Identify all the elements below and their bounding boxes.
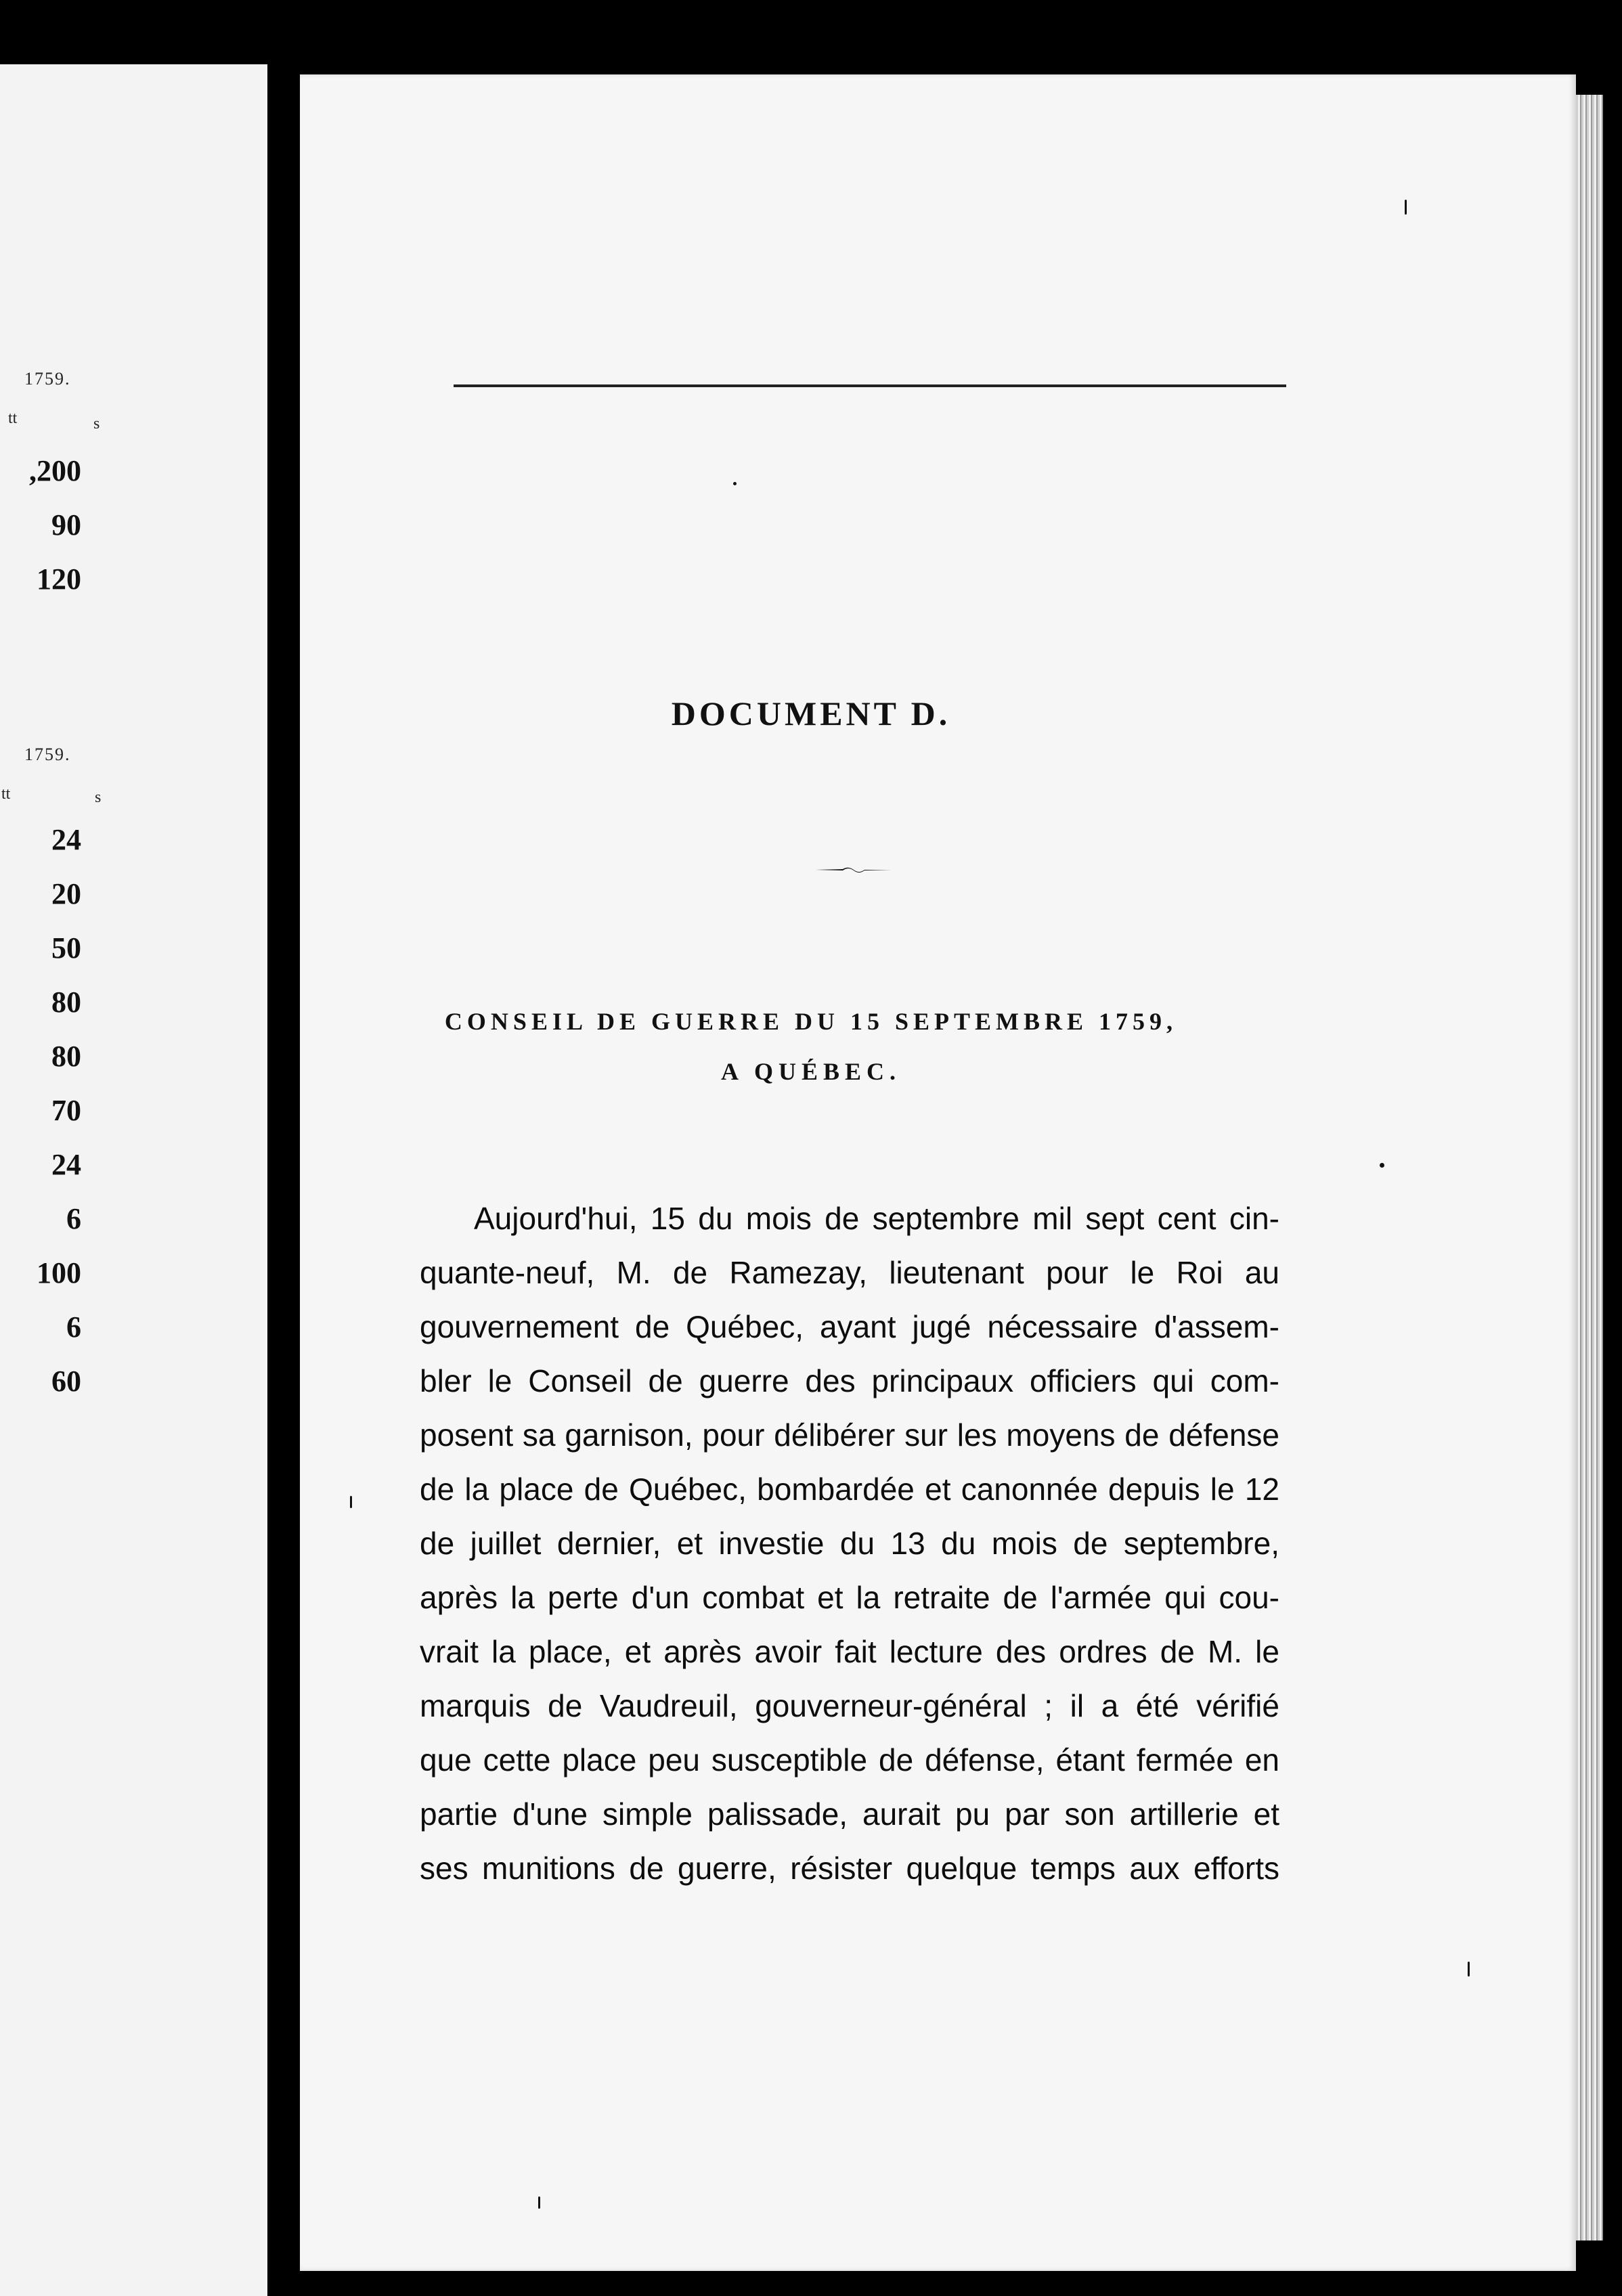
left-value: 120 xyxy=(37,562,81,596)
ornament-divider-icon xyxy=(816,865,892,875)
document-title: DOCUMENT D. xyxy=(671,694,951,732)
header-rule xyxy=(454,384,1286,387)
left-unit-sols-1: s xyxy=(93,415,100,433)
scan-speck xyxy=(1380,1163,1384,1168)
left-year-2: 1759. xyxy=(24,745,71,764)
body-line: marquis de Vaudreuil, gouverneur-général ; il a été vérifié xyxy=(420,1688,1279,1723)
left-value: 100 xyxy=(37,1256,81,1289)
left-year-1: 1759. xyxy=(24,369,71,389)
document-subtitle-location: A QUÉBEC. xyxy=(720,1058,902,1085)
book-gutter xyxy=(267,64,300,2296)
scan-speck xyxy=(1468,1962,1470,1977)
body-line: Aujourd'hui, 15 du mois de septembre mil sept cent cin- xyxy=(474,1201,1279,1236)
body-line: quante-neuf, M. de Ramezay, lieutenant pour le Roi au xyxy=(420,1255,1279,1290)
page-edges xyxy=(1576,95,1603,2240)
body-line: partie d'une simple palissade, aurait pu par son artillerie et xyxy=(420,1796,1279,1832)
left-value: ,200 xyxy=(29,454,81,487)
body-line: vrait la place, et après avoir fait lecture des ordres de M. le xyxy=(420,1634,1279,1669)
left-value: 50 xyxy=(51,931,81,965)
body-line: de juillet dernier, et investie du 13 du mois de septembre, xyxy=(420,1526,1279,1561)
left-value: 80 xyxy=(51,986,81,1019)
document-page xyxy=(300,74,1576,2271)
scan-speck xyxy=(1405,200,1407,215)
body-line: posent sa garnison, pour délibérer sur les moyens de défense xyxy=(420,1417,1279,1453)
left-unit-livres-1: tt xyxy=(8,410,18,427)
left-value: 24 xyxy=(51,823,81,856)
document-body xyxy=(420,1191,1279,1895)
body-line: bler le Conseil de guerre des principaux officiers qui com- xyxy=(420,1363,1279,1398)
document-subtitle: CONSEIL DE GUERRE DU 15 SEPTEMBRE 1759, xyxy=(444,1008,1178,1035)
left-value: 70 xyxy=(51,1094,81,1127)
scan-speck xyxy=(538,2196,540,2209)
scan-speck xyxy=(733,482,737,485)
left-value: 90 xyxy=(51,508,81,542)
left-value: 60 xyxy=(51,1365,81,1398)
body-line: après la perte d'un combat et la retraite de l'armée qui cou- xyxy=(420,1580,1279,1615)
scan-speck xyxy=(350,1496,352,1508)
left-facing-page xyxy=(0,64,267,2296)
left-value: 80 xyxy=(51,1040,81,1073)
left-value: 24 xyxy=(51,1148,81,1181)
body-line: de la place de Québec, bombardée et canonnée depuis le 12 xyxy=(420,1472,1279,1507)
body-line: que cette place peu susceptible de défense, étant fermée en xyxy=(420,1742,1279,1778)
body-line: ses munitions de guerre, résister quelque temps aux efforts xyxy=(420,1851,1279,1886)
left-value: 20 xyxy=(51,877,81,910)
body-line: gouvernement de Québec, ayant jugé nécessaire d'assem- xyxy=(420,1309,1279,1344)
left-unit-sols-2: s xyxy=(95,789,102,806)
left-value: 6 xyxy=(66,1310,81,1344)
left-value: 6 xyxy=(66,1202,81,1235)
left-unit-livres-2: tt xyxy=(1,785,11,803)
